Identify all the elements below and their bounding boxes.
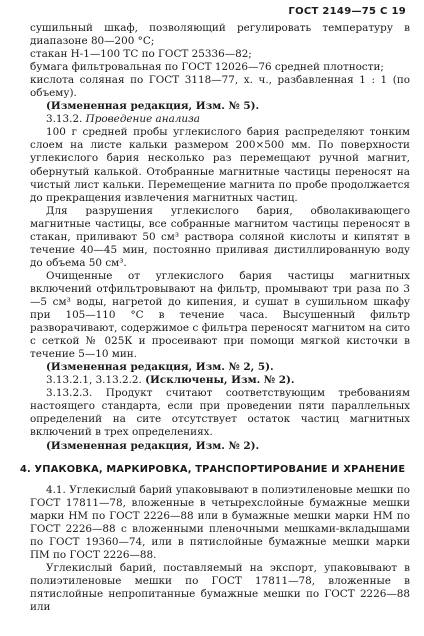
italic-heading: Проведение анализа	[85, 113, 200, 126]
paragraph: 3.13.2.3. Продукт считают соответствующим требованиям настоящего стандарта, если при проведении пяти параллельных определений на сите отсутствует остаток частиц магнитных включений в трех определениях.	[30, 387, 410, 439]
paragraph: Углекислый барий, поставляемый на экспорт, упаковывают в полиэтиленовые мешки по ГОСТ 17811—78, вложенные в пятислойные непропитанные бумажные мешки по ГОСТ 2226—88 или	[30, 561, 410, 614]
paragraph: 3.13.2. Проведение анализа	[46, 113, 200, 126]
paragraph: Очищенные от углекислого бария частицы магнитных включений отфильтровывают на фильтр, промывают три раза по 3—5 см³ воды, нагретой до кипения, и сушат в сушильном шкафу при 105—110 °С в течение часа. Высушенный фильтр разворачивают, содержимое с фильтра переносят магнитом на сито с сеткой № 025К и просеивают при помощи мягкой кисточки в течение 5—10 мин.	[30, 269, 410, 361]
paragraph: 4.1. Углекислый барий упаковывают в полиэтиленовые мешки по ГОСТ 17811—78, вложенные в четырехслойные бумажные мешки марки НМ по ГОСТ 2226—88 или в бумажные мешки марки НМ по ГОСТ 2226—88 с вложенными пленочными мешками-вкладышами по ГОСТ 19360—74, или в пятислойные бумажные мешки марки ПМ по ГОСТ 2226—88.	[30, 483, 410, 561]
paragraph: 3.13.2.1, 3.13.2.2. (Исключены, Изм. № 2).	[46, 374, 295, 387]
paragraph: Для разрушения углекислого бария, обволакивающего магнитные частицы, все собранные магнитом частицы переносят в стакан, приливают 50 см³ раствора соляной кислоты и кипятят в течение 40—45 мин, постоянно приливая дистиллированную воду до объема 50 см³.	[30, 204, 410, 269]
page-header: ГОСТ 2149—75 С 19	[288, 6, 406, 17]
paragraph: (Измененная редакция, Изм. № 2).	[46, 439, 260, 452]
paragraph: кислота соляная по ГОСТ 3118—77, х. ч., разбавленная 1 : 1 (по объему).	[30, 74, 410, 100]
section-4-title: 4. УПАКОВКА, МАРКИРОВКА, ТРАНСПОРТИРОВАНИЕ И ХРАНЕНИЕ	[20, 463, 406, 475]
paragraph: сушильный шкаф, позволяющий регулировать температуру в диапазоне 80—200 °С;	[30, 22, 410, 48]
document-body	[20, 22, 410, 614]
bold-note: (Исключены, Изм. № 2).	[145, 374, 295, 387]
paragraph: 100 г средней пробы углекислого бария распределяют тонким слоем на листе кальки размером 200×500 мм. По поверхности углекислого бария несколько раз перемещают ручной магнит, обернутый калькой. Отобранные магнитные частицы переносят на чистый лист кальки. Перемещение магнита по пробе продолжается до прекращения извлечения магнитных частиц.	[30, 126, 410, 204]
paragraph: (Измененная редакция, Изм. № 5).	[46, 100, 260, 113]
paragraph: бумага фильтровальная по ГОСТ 12026—76 средней плотности;	[30, 61, 384, 74]
section-3-text	[30, 22, 410, 453]
section-4-text	[30, 484, 410, 614]
paragraph: (Измененная редакция, Изм. № 2, 5).	[46, 361, 274, 374]
paragraph: стакан Н-1—100 ТС по ГОСТ 25336—82;	[30, 48, 252, 61]
